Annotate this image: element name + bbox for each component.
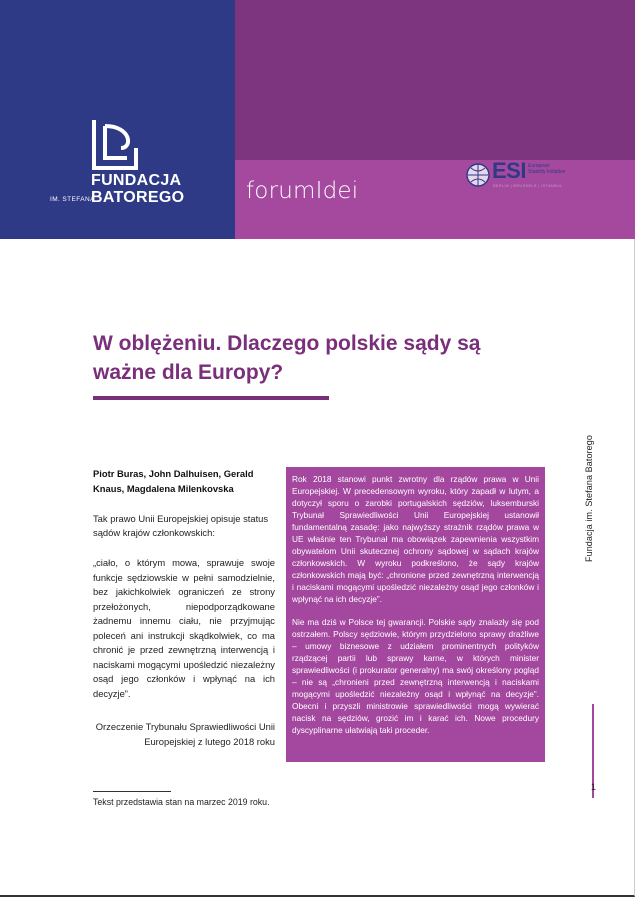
foundation-logo-text: FUNDACJA BATOREGO [91, 172, 185, 206]
intro-text: Tak prawo Unii Europejskiej opisuje status sądów krajów członkowskich: [93, 513, 269, 538]
quote-source: Orzeczenie Trybunału Sprawiedliwości Unii Europejskiej z lutego 2018 roku [95, 721, 275, 747]
foundation-logo-prefix: IM. STEFANA [50, 196, 95, 203]
side-label: Fundacja im. Stefana Batorego [584, 435, 594, 562]
footnote-rule [93, 791, 171, 792]
authors: Piotr Buras, John Dalhuisen, Gerald Knaus, Magdalena Milenkovska [93, 468, 254, 494]
series-name: forumIdei [246, 178, 359, 204]
foundation-logo-icon [91, 118, 139, 170]
page-title: W oblężeniu. Dlaczego polskie sądy są ważne dla Europy? [93, 332, 481, 384]
page-number: 1 [591, 782, 596, 792]
summary-paragraph-2: Nie ma dziś w Polsce tej gwarancji. Polskie sądy znalazły się pod ostrzałem. Polscy sędziowie, którym przydzielono sprawy drażliwe – umowy biznesowe z udziałem prominentnych polityków rządzącej partii lub sprawy karne, w których minister sprawiedliwości (i prokurator generalny) ma swój określony pogląd – nie są „chronieni przed zewnętrzną interwencją i naciskami mogącymi upośledzić niezależny osąd i wpłynąć na decyzje”. Obecni i przyszli ministrowie sprawiedliwości mogą wywierać nacisk na sędziów, grozić im i karać ich. Nowe procedury dyscyplinarne ułatwiają taki proceder. [292, 617, 539, 735]
footnote: Tekst przedstawia stan na marzec 2019 roku. [93, 797, 270, 807]
partner-logo: ESI [492, 158, 526, 183]
partner-name: European Stability Initiative [528, 163, 566, 175]
partner-cities: BERLIN | BRUSSELS | ISTANBUL [493, 184, 563, 188]
summary-box [286, 467, 545, 762]
summary-paragraph-1: Rok 2018 stanowi punkt zwrotny dla rządów prawa w Unii Europejskiej. W precedensowym wyroku, który zapadł w lutym, a dotyczył sporu o zarobki portugalskich sędziów, luksemburski Trybunał Sprawiedliwości Unii Europejskiej ustanowił fundamentalną zasadę: jako najwyższy strażnik rządów prawa w UE właśnie ten Trybunał ma obowiązek zapewnienia wszystkim obywatelom Unii skutecznej ochrony sądowej w sądach krajów członkowskich. W wyroku podkreślono, że sądy krajów członkowskich mają być: „chronione przed zewnętrzną interwencją i naciskami mogącymi upośledzić niezależny osąd jego członków i wpłynąć na ich decyzje”. [292, 474, 539, 604]
title-underline [93, 396, 329, 400]
court-quote: „ciało, o którym mowa, sprawuje swoje funkcje sędziowskie w pełni samodzielnie, bez jakichkolwiek ograniczeń ze strony przełożonych, niepodporządkowane żadnemu innemu ciału, nie przyjmując poleceń ani instrukcji skądkolwiek, co ma chronić je przed zewnętrzną interwencją i naciskami mogącymi upośledzić niezależny osąd jego członków i wpłynąć na ich decyzje”. [93, 557, 275, 699]
